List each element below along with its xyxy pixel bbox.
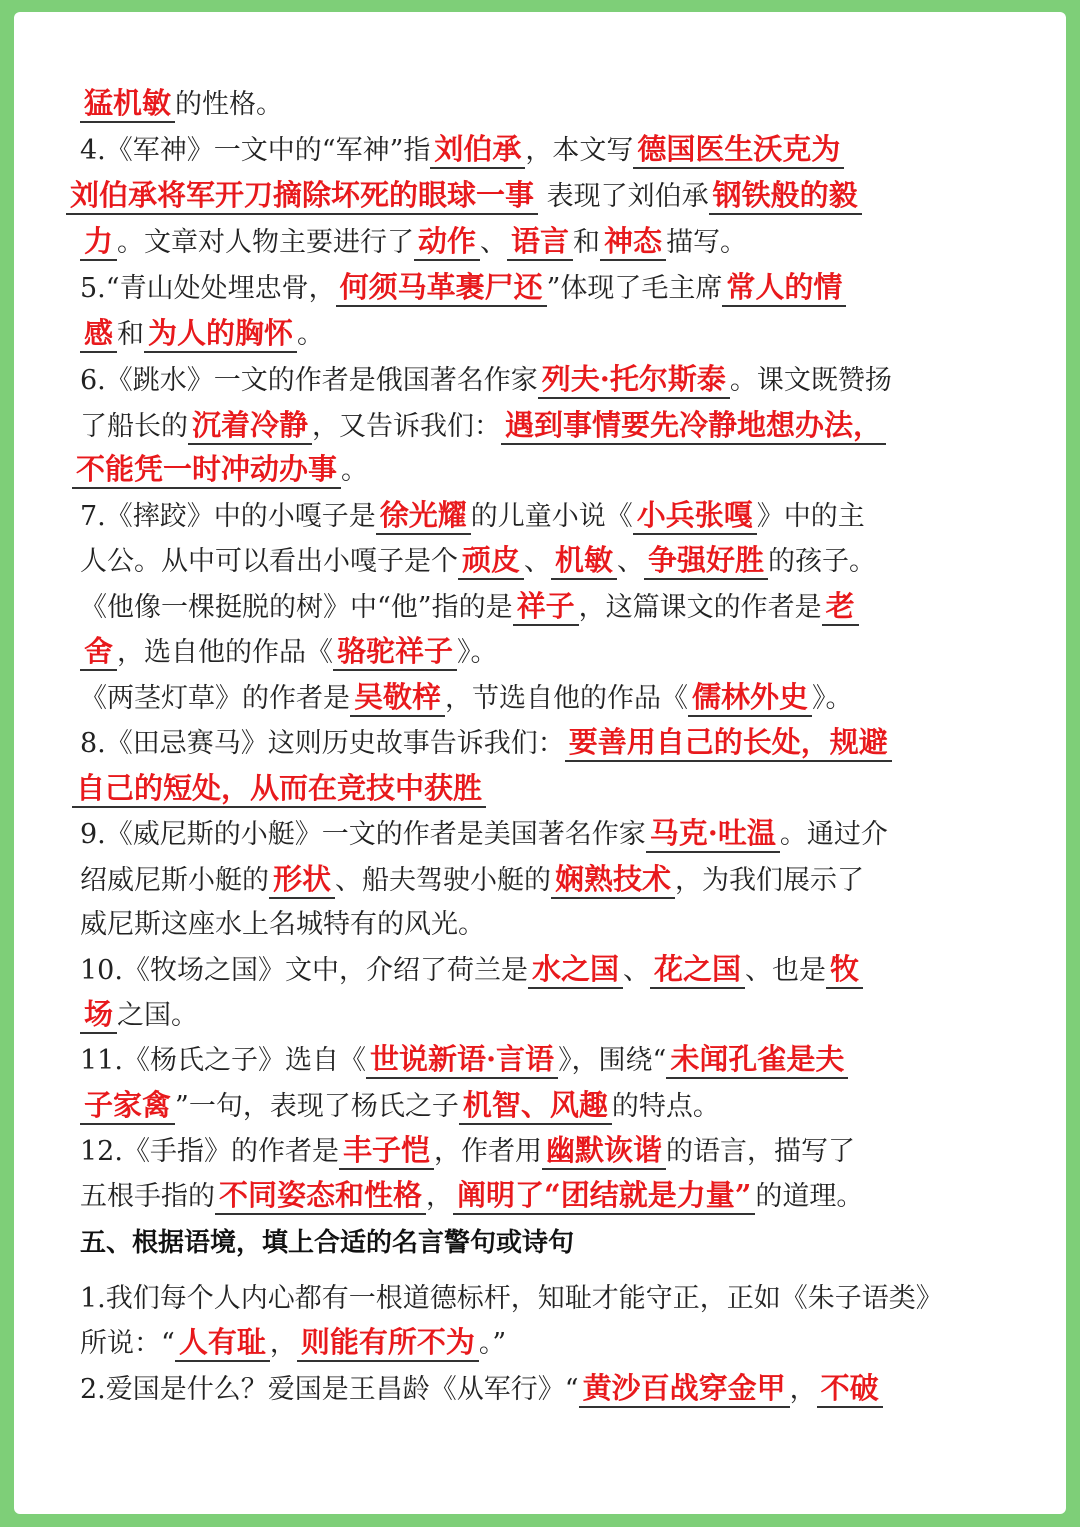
question-text: 表现了刘伯承 xyxy=(538,181,709,212)
answer-blank: 为人的胸怀 xyxy=(144,315,297,353)
answer-blank: 自己的短处，从而在竞技中获胜 xyxy=(72,770,486,808)
question-text: 的性格。 xyxy=(175,89,284,120)
question-text: ，为我们展示了 xyxy=(675,865,865,896)
section-heading: 五、根据语境，填上合适的名言警句或诗句 xyxy=(80,1228,575,1258)
question-text: 。通过介 xyxy=(779,819,888,850)
text-line xyxy=(80,358,1066,404)
question-text: 2.爱国是什么？爱国是王昌龄《从军行》“ xyxy=(80,1374,579,1405)
question-text: 》，围绕“ xyxy=(558,1045,667,1076)
question-text: 12.《手指》的作者是 xyxy=(80,1136,339,1167)
answer-blank: 花之国 xyxy=(650,951,745,989)
question-text: 威尼斯这座水上名城特有的风光。 xyxy=(80,909,485,940)
question-text: 、 xyxy=(524,546,552,577)
answer-blank: 舍 xyxy=(80,633,117,671)
answer-blank: 黄沙百战穿金甲 xyxy=(579,1370,790,1408)
question-text: ， xyxy=(269,1328,297,1359)
text-line xyxy=(80,1084,1066,1130)
answer-blank: 徐光耀 xyxy=(376,497,471,535)
question-text: 5.“青山处处埋忠骨， xyxy=(80,273,336,304)
text-line xyxy=(80,312,1066,358)
text-line xyxy=(80,404,1066,450)
text-line xyxy=(80,858,1066,904)
question-text: ，这篇课文的作者是 xyxy=(578,592,822,623)
question-text: 10.《牧场之国》文中，介绍了荷兰是 xyxy=(80,955,528,986)
text-line xyxy=(80,721,1066,767)
text-line xyxy=(80,220,1066,266)
question-text: 的道理。 xyxy=(755,1181,864,1212)
question-text: 。 xyxy=(297,319,325,350)
question-text: ”体现了毛主席 xyxy=(546,273,723,304)
answer-blank: 丰子恺 xyxy=(339,1132,434,1170)
text-line xyxy=(80,902,1066,948)
question-text: 11.《杨氏之子》选自《 xyxy=(80,1045,366,1076)
question-text: ，本文写 xyxy=(525,135,634,166)
text-line xyxy=(80,1129,1066,1175)
answer-blank: 未闻孔雀是夫 xyxy=(666,1041,848,1079)
question-text: 8.《田忌赛马》这则历史故事告诉我们： xyxy=(80,728,565,759)
question-text: ，又告诉我们： xyxy=(312,411,502,442)
answer-blank: 不同姿态和性格 xyxy=(215,1177,426,1215)
answer-blank: 德国医生沃克为 xyxy=(633,131,844,169)
question-text: 的语言，描写了 xyxy=(665,1136,855,1167)
answer-blank: 动作 xyxy=(414,223,480,261)
question-text: 。” xyxy=(478,1328,507,1359)
answer-blank: 马克·吐温 xyxy=(646,815,780,853)
answer-blank: 娴熟技术 xyxy=(551,861,675,899)
text-line xyxy=(80,128,1066,174)
question-text: ， xyxy=(426,1181,454,1212)
question-text: 、 xyxy=(480,227,508,258)
question-text: 。课文既赞扬 xyxy=(729,365,892,396)
answer-blank: 不破 xyxy=(817,1370,883,1408)
question-text: 和 xyxy=(117,319,145,350)
text-line xyxy=(80,1038,1066,1084)
question-text: 、 xyxy=(617,546,645,577)
question-text: 《两茎灯草》的作者是 xyxy=(80,683,350,714)
question-text: 》。 xyxy=(812,683,853,714)
answer-blank: 感 xyxy=(80,315,117,353)
answer-blank: 机敏 xyxy=(551,542,617,580)
question-text: 的特点。 xyxy=(611,1091,720,1122)
question-text: 《他像一棵挺脱的树》中“他”指的是 xyxy=(80,592,513,623)
question-text: 7.《摔跤》中的小嘎子是 xyxy=(80,501,376,532)
answer-blank: 幽默诙谐 xyxy=(542,1132,666,1170)
text-line xyxy=(80,539,1066,585)
answer-blank: 要善用自己的长处，规避 xyxy=(565,724,892,762)
question-text: 五根手指的 xyxy=(80,1181,215,1212)
answer-blank: 顽皮 xyxy=(458,542,524,580)
answer-blank: 祥子 xyxy=(513,588,579,626)
answer-blank: 猛机敏 xyxy=(80,85,175,123)
text-line xyxy=(80,82,1066,128)
question-text: 、船夫驾驶小艇的 xyxy=(335,865,552,896)
answer-blank: 语言 xyxy=(507,223,573,261)
text-line xyxy=(80,993,1066,1039)
text-line xyxy=(80,676,1066,722)
text-line xyxy=(80,812,1066,858)
question-text: 、 xyxy=(622,955,650,986)
answer-blank: 何须马革裹尸还 xyxy=(336,269,547,307)
text-line xyxy=(72,448,1066,494)
text-line xyxy=(80,630,1066,676)
question-text: 。文章对人物主要进行了 xyxy=(117,227,415,258)
question-text: 和 xyxy=(573,227,601,258)
answer-blank: 牧 xyxy=(826,951,863,989)
question-text: 》。 xyxy=(457,637,498,668)
question-text: ，节选自他的作品《 xyxy=(445,683,689,714)
question-text: 了船长的 xyxy=(80,411,188,442)
answer-blank: 小兵张嘎 xyxy=(633,497,757,535)
question-text: 1.我们每个人内心都有一根道德标杆，知耻才能守正，正如《朱子语类》 xyxy=(80,1283,943,1314)
answer-blank: 争强好胜 xyxy=(644,542,768,580)
answer-blank: 遇到事情要先冷静地想办法， xyxy=(501,407,886,445)
question-text: 描写。 xyxy=(666,227,748,258)
answer-blank: 老 xyxy=(822,588,859,626)
answer-blank: 则能有所不为 xyxy=(297,1324,479,1362)
text-line xyxy=(80,1321,1066,1367)
answer-blank: 常人的情 xyxy=(722,269,846,307)
question-text: ， xyxy=(789,1374,817,1405)
answer-blank: 神态 xyxy=(600,223,666,261)
answer-blank: 形状 xyxy=(269,861,335,899)
answer-blank: 场 xyxy=(80,996,117,1034)
text-line xyxy=(66,174,1066,220)
answer-blank: 沉着冷静 xyxy=(188,407,312,445)
question-text: 的孩子。 xyxy=(768,546,877,577)
answer-blank: 水之国 xyxy=(528,951,623,989)
question-text: 的儿童小说《 xyxy=(470,501,633,532)
answer-blank: 刘伯承 xyxy=(430,131,525,169)
text-line xyxy=(80,948,1066,994)
answer-blank: 骆驼祥子 xyxy=(333,633,457,671)
answer-blank: 钢铁般的毅 xyxy=(709,177,862,215)
text-line xyxy=(80,1276,1066,1322)
answer-blank: 机智、风趣 xyxy=(459,1087,612,1125)
text-line xyxy=(80,494,1066,540)
question-text: 4.《军神》一文中的“军神”指 xyxy=(80,135,431,166)
question-text: 人公。从中可以看出小嘎子是个 xyxy=(80,546,458,577)
question-text: 》中的主 xyxy=(756,501,865,532)
question-text: 、也是 xyxy=(744,955,826,986)
question-text: 。 xyxy=(341,455,369,486)
question-text: 9.《威尼斯的小艇》一文的作者是美国著名作家 xyxy=(80,819,646,850)
text-line xyxy=(80,1174,1066,1220)
question-text: 所说：“ xyxy=(80,1328,175,1359)
text-line xyxy=(80,585,1066,631)
answer-blank: 人有耻 xyxy=(175,1324,270,1362)
question-text: ，作者用 xyxy=(433,1136,542,1167)
question-text: ，选自他的作品《 xyxy=(117,637,334,668)
answer-blank: 刘伯承将军开刀摘除坏死的眼球一事 xyxy=(66,177,538,215)
text-line xyxy=(80,266,1066,312)
question-text: 之国。 xyxy=(117,1000,199,1031)
answer-blank: 力 xyxy=(80,223,117,261)
answer-blank: 吴敬梓 xyxy=(350,679,445,717)
answer-blank: 儒林外史 xyxy=(688,679,812,717)
answer-sheet xyxy=(14,12,1066,1514)
text-line xyxy=(72,767,1066,813)
answer-blank: 阐明了“团结就是力量” xyxy=(453,1177,755,1215)
text-line xyxy=(80,1220,1066,1266)
answer-blank: 不能凭一时冲动办事 xyxy=(72,451,341,489)
answer-blank: 列夫·托尔斯泰 xyxy=(538,361,730,399)
text-line xyxy=(80,1367,1066,1413)
answer-blank: 世说新语·言语 xyxy=(366,1041,558,1079)
question-text: ”一句，表现了杨氏之子 xyxy=(175,1091,459,1122)
answer-blank: 子家禽 xyxy=(80,1087,175,1125)
document-page xyxy=(14,12,1066,1514)
question-text: 绍威尼斯小艇的 xyxy=(80,865,269,896)
question-text: 6.《跳水》一文的作者是俄国著名作家 xyxy=(80,365,538,396)
